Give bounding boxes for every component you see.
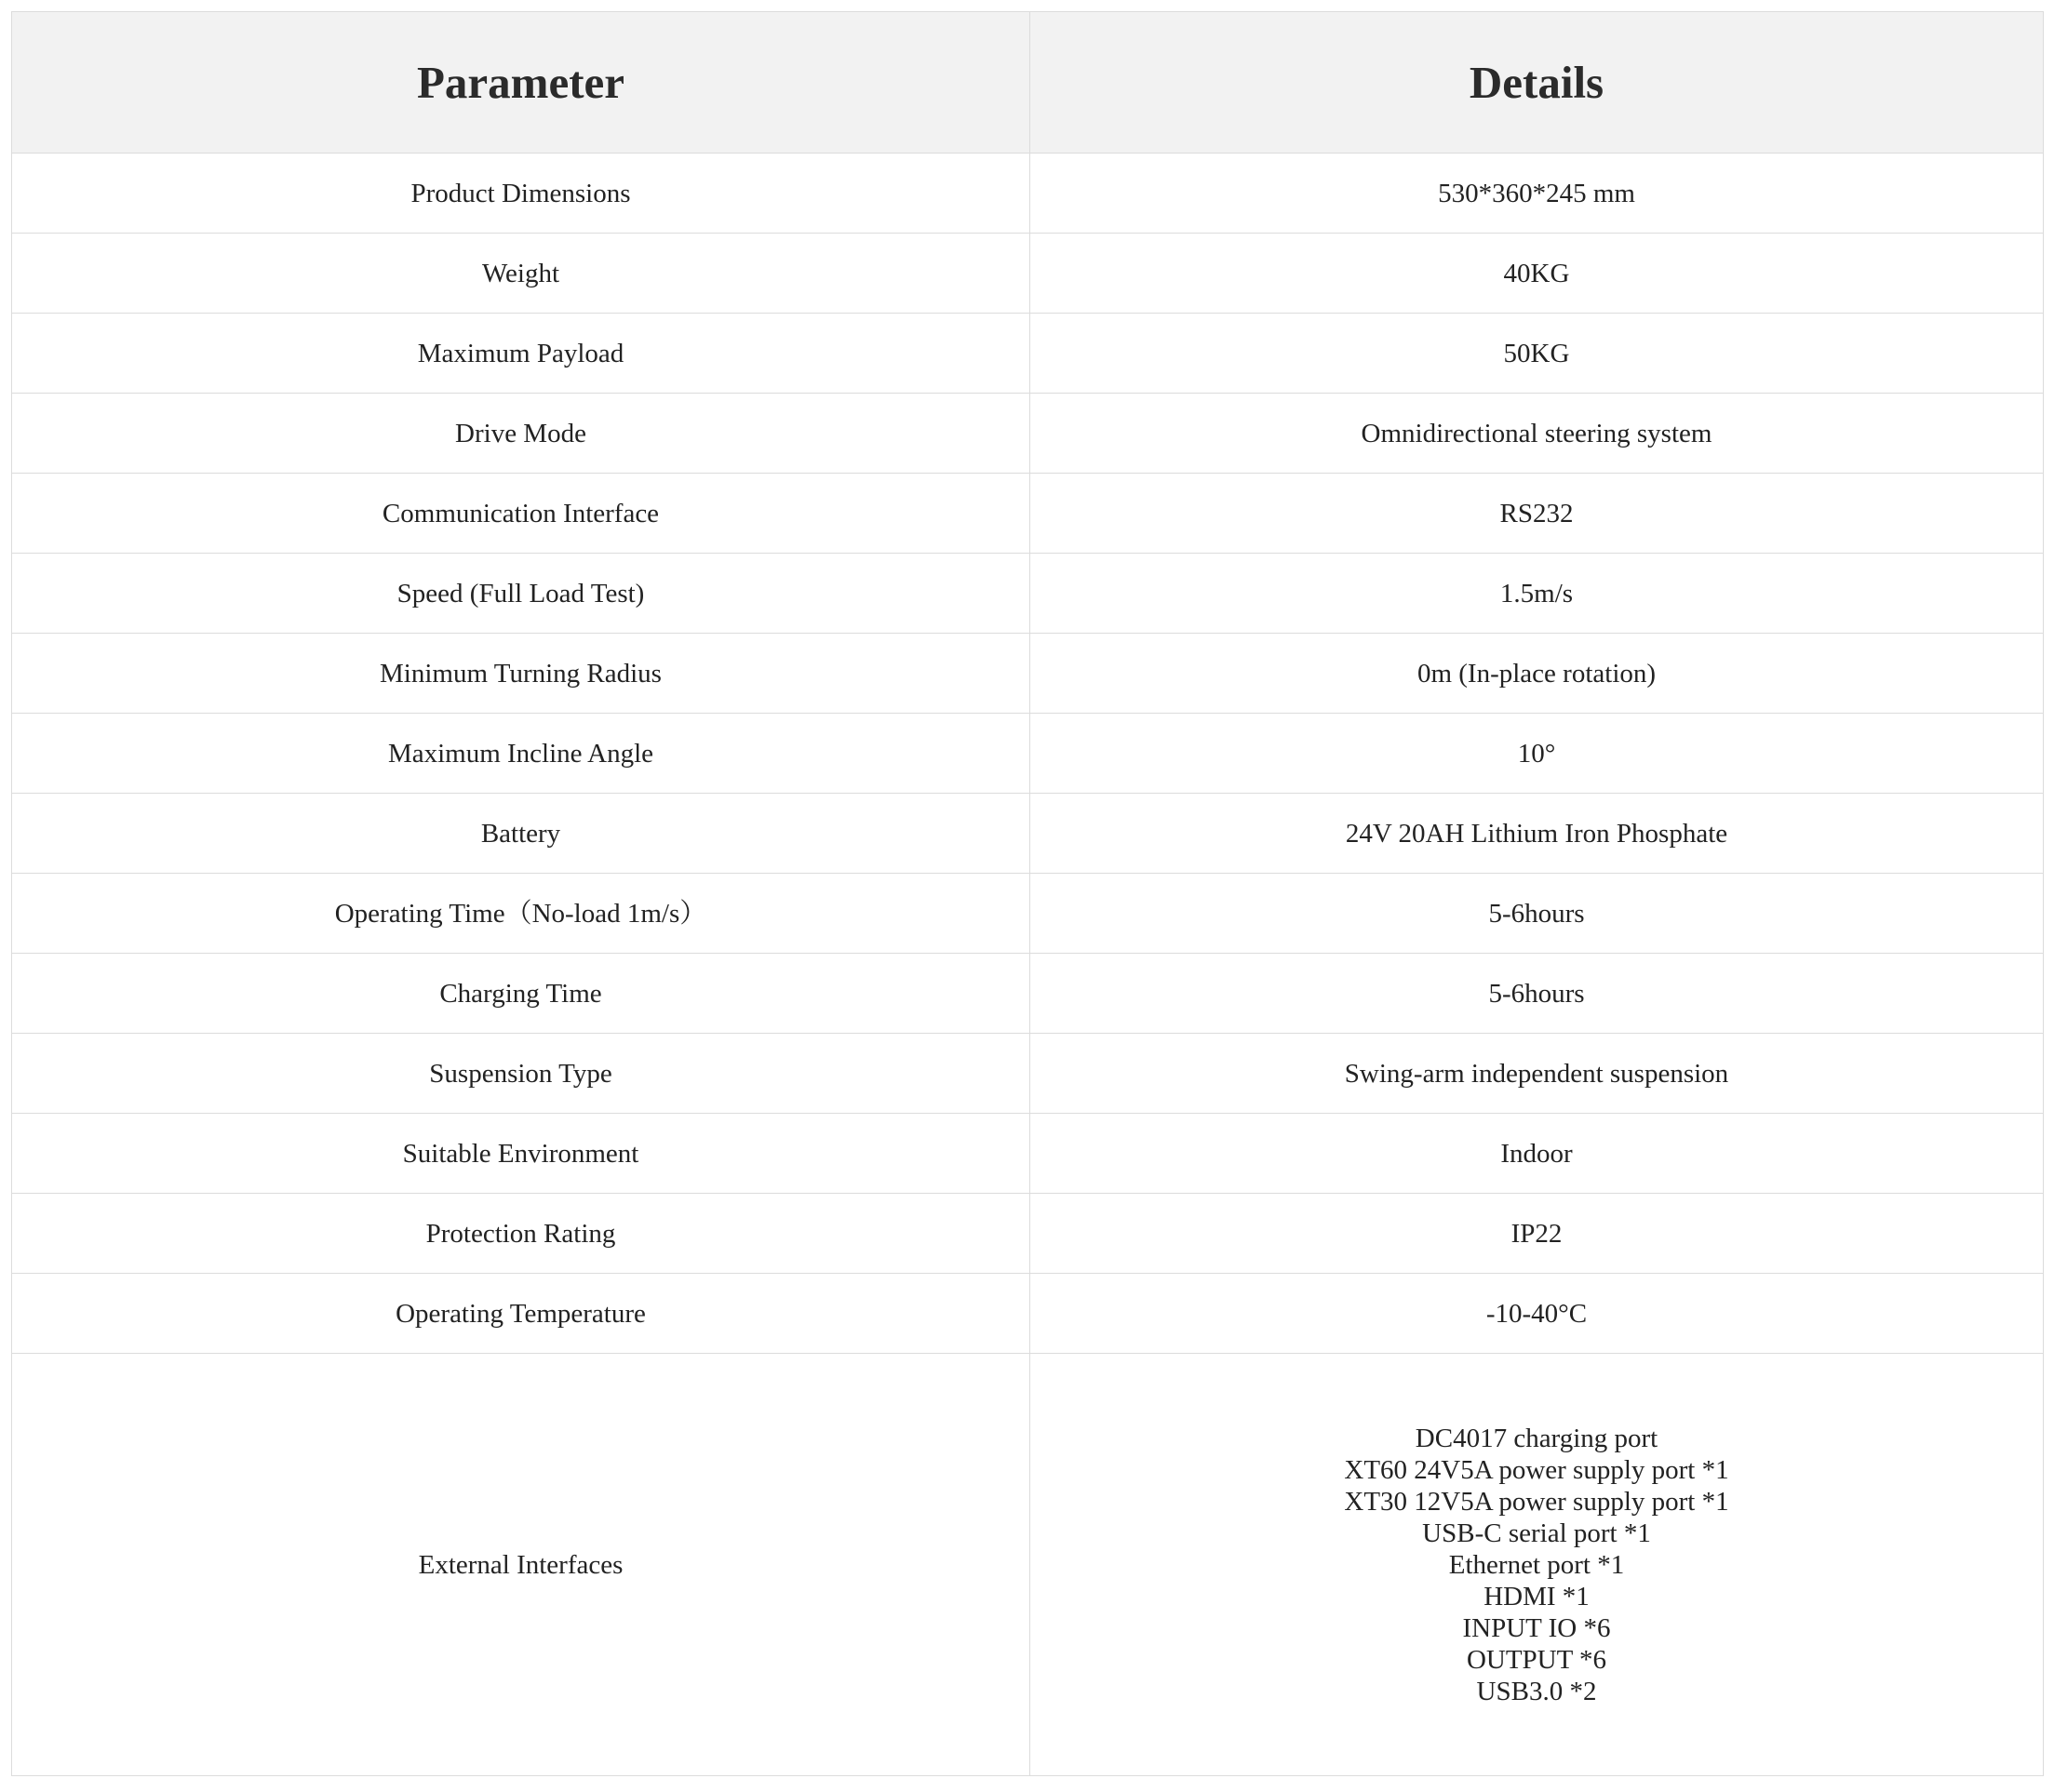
table-row bbox=[12, 394, 2044, 474]
details-cell: 1.5m/s bbox=[1030, 554, 2044, 634]
table-row bbox=[12, 1034, 2044, 1114]
interface-item: Ethernet port *1 bbox=[1448, 1549, 1625, 1580]
parameter-cell: Maximum Incline Angle bbox=[12, 714, 1030, 794]
parameter-cell: Weight bbox=[12, 234, 1030, 314]
interface-item: DC4017 charging port bbox=[1415, 1423, 1658, 1453]
details-cell: 5-6hours bbox=[1030, 874, 2044, 954]
details-cell: RS232 bbox=[1030, 474, 2044, 554]
interface-item: HDMI *1 bbox=[1483, 1581, 1590, 1611]
table-row bbox=[12, 794, 2044, 874]
table-row bbox=[12, 1274, 2044, 1354]
details-cell: Indoor bbox=[1030, 1114, 2044, 1194]
details-cell: Omnidirectional steering system bbox=[1030, 394, 2044, 474]
table-header-row bbox=[12, 12, 2044, 154]
parameter-cell: Minimum Turning Radius bbox=[12, 634, 1030, 714]
interface-item: XT30 12V5A power supply port *1 bbox=[1344, 1486, 1729, 1517]
table-row bbox=[12, 634, 2044, 714]
table-row bbox=[12, 874, 2044, 954]
details-cell: 24V 20AH Lithium Iron Phosphate bbox=[1030, 794, 2044, 874]
header-parameter: Parameter bbox=[12, 12, 1030, 154]
table-row bbox=[12, 474, 2044, 554]
table-row bbox=[12, 314, 2044, 394]
parameter-cell: Battery bbox=[12, 794, 1030, 874]
parameter-cell: Operating Temperature bbox=[12, 1274, 1030, 1354]
parameter-cell: External Interfaces bbox=[12, 1354, 1030, 1776]
parameter-cell: Suitable Environment bbox=[12, 1114, 1030, 1194]
table-row-external-interfaces bbox=[12, 1354, 2044, 1776]
interface-item: XT60 24V5A power supply port *1 bbox=[1344, 1454, 1729, 1485]
interface-item: OUTPUT *6 bbox=[1466, 1644, 1607, 1675]
table-row bbox=[12, 554, 2044, 634]
table-row bbox=[12, 1194, 2044, 1274]
table-row bbox=[12, 954, 2044, 1034]
interface-item: USB-C serial port *1 bbox=[1422, 1518, 1651, 1548]
table-row bbox=[12, 154, 2044, 234]
details-cell: 10° bbox=[1030, 714, 2044, 794]
parameter-cell: Product Dimensions bbox=[12, 154, 1030, 234]
details-cell: 50KG bbox=[1030, 314, 2044, 394]
table-row bbox=[12, 234, 2044, 314]
details-cell: 0m (In-place rotation) bbox=[1030, 634, 2044, 714]
parameter-cell: Charging Time bbox=[12, 954, 1030, 1034]
header-details: Details bbox=[1030, 12, 2044, 154]
details-cell: Swing-arm independent suspension bbox=[1030, 1034, 2044, 1114]
details-cell: IP22 bbox=[1030, 1194, 2044, 1274]
table-row bbox=[12, 714, 2044, 794]
details-cell: 5-6hours bbox=[1030, 954, 2044, 1034]
parameter-cell: Speed (Full Load Test) bbox=[12, 554, 1030, 634]
parameter-cell: Operating Time（No-load 1m/s） bbox=[12, 874, 1030, 954]
table-row bbox=[12, 1114, 2044, 1194]
interface-item: USB3.0 *2 bbox=[1476, 1676, 1597, 1706]
interface-item: INPUT IO *6 bbox=[1462, 1612, 1611, 1643]
parameter-cell: Protection Rating bbox=[12, 1194, 1030, 1274]
parameter-cell: Maximum Payload bbox=[12, 314, 1030, 394]
details-cell: 40KG bbox=[1030, 234, 2044, 314]
details-cell: -10-40°C bbox=[1030, 1274, 2044, 1354]
details-cell: 530*360*245 mm bbox=[1030, 154, 2044, 234]
details-cell-interfaces-list bbox=[1030, 1354, 2044, 1776]
parameter-cell: Drive Mode bbox=[12, 394, 1030, 474]
parameter-cell: Suspension Type bbox=[12, 1034, 1030, 1114]
parameter-cell: Communication Interface bbox=[12, 474, 1030, 554]
spec-table bbox=[11, 11, 2044, 1776]
